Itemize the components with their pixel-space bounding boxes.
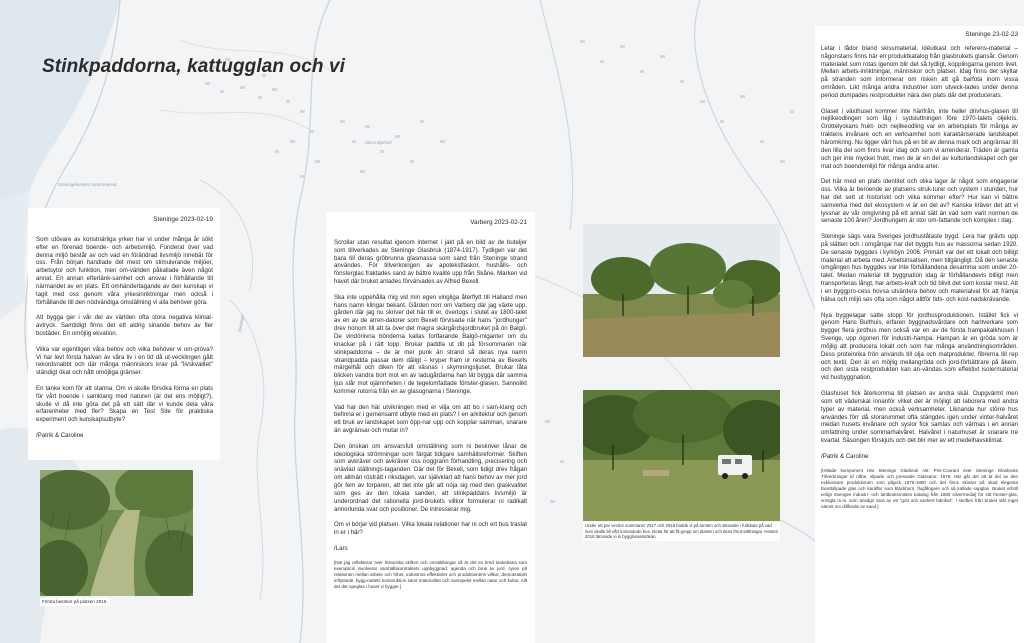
column-3-paragraph: Glashuset fick återkomma till platsen av andra skäl. Oupgvärmt men som ett väderskal innanför vilket det är möjligt att laborera med andra typer av material, men också verksamheter. Liknande hur större hus användes förr då storarummet ofta stängdes igen under vinter-halvåret medan husets invånare och syslor fick samlas och värmas i en annan omfattning under sommarhalvåret. Halvåret i naturhuset är snarare tre kvartal. Säsongen förskjuts och det blir mer av ett medelhavsklimat. <box>821 389 1018 445</box>
column-1 <box>28 208 220 460</box>
photo-first-visit-caption: Första besöket på platsen 2016. <box>42 599 108 604</box>
column-2-paragraph: Vad har den här utvikningen med er vilja om att bo i sam-klang och befinna er i gemensamt utbyte med en plats? I en arkitektur och genom ett bruk av landskapet som öpp-nar upp och kopplar samman, snarare än avgränsar och mutar in? <box>334 403 527 435</box>
column-3-paragraph: Det här med en plats identitet och olika lager är något som engagerar oss. Vilka är beroende av platsens struk-turer och system i stunden, hur har det sett ut historiskt och vilka kommer efter? Hur kan vi bättre samverka med det ekosystem vi är en del av? Kanske kräver det att vi lyssnar av vår omgivning på ett annat sätt än vad som varit normen de senaste 100 åren? Jordhungern är stor om-fattande och komplex i dag. <box>821 178 1018 225</box>
column-3 <box>815 26 1024 643</box>
column-2-date: Varberg 2023-02-21 <box>470 219 527 226</box>
column-1-paragraph: Vilka var egentligen våra behov och vilka behöver vi om-pröva? Vi har levt första halvan av våra liv i en tid då ut-vecklingen gått rekordsnabbt och där många människors krav på "livskvalitet" ständigt ökat och nått omöjliga gränser. <box>36 345 213 377</box>
photo-first-visit <box>40 470 193 596</box>
column-1-date: Steninge 2023-02-19 <box>153 216 213 223</box>
column-2-signature: /Lars <box>334 544 348 552</box>
photo-orchard <box>583 224 780 357</box>
column-1-paragraph: Att bygga ger i vår del av världen ofta stora negativa klimat-avtryck. Samtidigt finns det ett aldrig sinande behov av fler bostäder. En omöjlig ekvation. <box>36 314 213 337</box>
photo-camper <box>583 390 780 521</box>
column-3-paragraph: Letar i lådor bland skissmaterial, idéutkast och referens-material – någonstans finns här en produktkatalog från glasbrukets glansår. Genom materialet som rotas igenom blir det så tydligt, kopplingarna genom livet. Mellan arbets-inriktningar, människor och platser. Idag finns det skyltar på stranden som informerar om risken att gå barfota inom vissa områden. Likt många andra industrier som utveck-lades under denna period dumpades restprodukter nära den plats där det producerats. <box>821 44 1018 99</box>
column-3-paragraph: Nya byggelagar satte stopp för jordhusproduktionen. Istället fick vi genom Hans Bulthuis, erfaren byggnadsvårdare och hantverkare som bygger flera jordhus men också var en av de första hampakalkhusen i Sverige, upp ögonen för industri-hampa. Hampan är en gröda som är möjlig att producera lokalt och som har många användningsområden. Dess proteinrika frön används till olja och matprodukter, fibrerna till rep och textil. Den är en möjlig mellangröda och jord-förbättrare på åkern, och den sista restprodukten kan an-vändas som effektivt isolermaterial vid husbyggnation. <box>821 311 1018 382</box>
column-3-paragraph: Glaset i växthuset kommer inte härifrån, inte heller drivhus-glasen till nejlikeodlingen som låg i sydsluttningen före 1970-talets oljekris. Grottelyckans frukt- och nejlikeodling var en arbetsplats för många av traktens invånare och en verksamhet som karaktäriserade landskapet häromkring. Nu ligger vårt hus på en bit av denna mark och angränsar till den lilla del som finns kvar idag och som vi arrenderar. Träden är gamla och ger inte mycket frukt, men de är en del av kulturlandskapet och ger mat och boendemiljö för många andra arter. <box>821 107 1018 170</box>
column-1-paragraph: En tanke kom för att stanna. Om vi skulle försöka forma en plats för vårt boende i samklang med naturen (är det ens möjligt?), skulle vi då inte göra det på ett sätt där vi kunde dela våra erfarenheter med fler? Skapa en Test Site för praktiska experiment och kunskapsutbyte? <box>36 384 213 424</box>
map-label-reserve: Steningekusten naturreservat <box>58 182 117 187</box>
column-2-paragraph: Om vi börjar vid platsen. Vilka lokala relationer har ni och ert hus traslat in er i här? <box>334 521 527 537</box>
column-3-date: Steninge 23-02-23 <box>965 31 1018 38</box>
photo-camper-caption: Under ett par veckor sommaren 2017 och 2018 bodde vi på tomten och skissade i fullskala på vad som skulle bli vårt kommande hus. Detta för att få grepp om platsen och dess förut-sättningar. Hösten 2018 lämnade vi in bygglovsansökan. <box>583 522 780 541</box>
map-label-steninge: Steninge <box>237 314 246 333</box>
page-title: Stinkpaddorna, kattugglan och vi <box>42 56 346 77</box>
column-3-signature: /Patrik & Caroline <box>821 452 869 460</box>
column-2-paragraph: Ska inte uppehålla mig vid min egen vingliga återflytt till Halland men hans namn klingar bekant. Gården norr om Varberg där jag växte upp, gården där jag nu skriver det här till er, övertogs i slutet av 1800-talet av en av de arren-datorer som Bexell förvisade när hans "jordhunger" drev honom till att ta över det magra skärgårdsjordbruket på ön Balgö. De vindöriivna bönderna kallas fortfarande Balgö-miganter om du knackar på i rätt topp. Brukar paddla ut dit på försommaren när stinkpaddorna – de är mer punk än strand så deras nya namn strandpadda passar dem dåligt – kryper fram ur resterna av Bexells märgelhål och diken för att väsnas i skymningsljuset. Brukar låta blicken vandra bort mot en av ladugårdarna han lät bygga där samma ljus slår mot ojämnheten i de tegelomfattade fönster-glasen. Sannolikt kommer rutorna från en av glasugnarna i Steninge. <box>334 293 527 395</box>
column-2-paragraph: Den önskan om ansvarsfull omställning som ni beskriver lånar de ideologiska strömningar som färgat tidigare samhällsreformer. Skiften som avkräver och avkräver oss noggrann förhandling, precisering och snävlad ställnings-taganden. Där det för Bexell, som tidigt drev frågan om allmän rösträtt i riksdagen, var självklart att hans behov av mer jord gör fem av torparen, att det inte går att nöja sig med den glaskvalitet som ges av den lokala sanden, att stinkpaddans livsmiljö är underordnad det rationella jord-brukets villkor formulerar ni radikalt annorlunda svar och positioner. De intresserar mig. <box>334 442 527 513</box>
column-2-footnote: [När jag reflekterar över historiska skiften och omställningar så är det en bred tankebana som exemplicis involverar samhällskontraktets uppbyggnad, agenda och bruk av jord, syren på relationen mellan arbete och frihet, industrins effektivitet och produktionens villkor, demokratiskt inflytande, bygg-nadets konstruktion samt materialitet och samspelet mellan natur och kultur. Allt det där speglas i huset vi bygger.] <box>334 560 527 590</box>
column-2 <box>326 212 535 643</box>
column-3-paragraph: Steninge sägs vara Sveriges jordhuståtaste bygd. Lera har grävts upp på slätten och i omgångar har det byggts hus av massorna sedan 1920. De senaste byggdes i kyrkbyn 2006. Primärt var det ett lokalt och billigt material att arbeta med. Arbetsinsatsen, men tillgängligt. Då den senaste omgången hus byggdes var inte förhållandena desamma som under 20-talet. Medan material till byggnation idag är förhållandevis billigt men transporteras långt, har arbets-kraft och tid blivit det som kostar mest. Att i en byggpro-cess hovsa utvärdera behov och materialval för att främja hälsa och miljö ses ofta som något alltför tids- och kost-nadskrävande. <box>821 233 1018 303</box>
map-label-stora: Stora Bjärred <box>365 140 392 145</box>
column-1-signature: /Patrik & Caroline <box>36 431 84 439</box>
column-3-footnote: [Hittade komponent Här Steninge Glasbruk AB: Pris-Courant över Steninge Glasbruks Tillverkningar af nåbe, slipade och pressade Glassaror, 1876. Här går det att ta del av den exklusivare produktionen som pågick 1876-1880 och det finns skisser på skad elegenta facettslipade glas och karaffer som bläckhorn, flugfångare och så kallade supglas. Bruket erhöll enligt Sveriges industri- och lantbruksmöites katalog från 1880 silvermedalj för sitt fönster-glas, smögla m.m. som ansågs vara av ett "gott och vackert fabrikat". I skriften från bruket står inget nämnt om dillfonde av sand.] <box>821 468 1018 510</box>
column-2-paragraph: Scrollar utan resultat igenom internet i jakt på en bild av de buteljer som tillverkades av Steninge Glasbruk (1874-1917). Tydligen var det bara till deras gröbrunna glasmassa som sand från Steninge strand användes. För tillverkningen av apoteksflaskor, hushålls- och fönsterglas fraktades sand av bättre kvalité upp från Skåne. Marken vid havet där bruket anlades förvärvades av Alfred Bexell. <box>334 238 527 286</box>
column-1-paragraph: Som utövare av konstnärliga yrken har vi under många år sökt efter en förenad boende- och arbetsmiljö. Funderat över vad denna miljö består av och vad en förändrad livsmiljö innebär för oss. Från början handlade det mest om stimulerande miljöer, arbetsytor och funktion, men om-världen påkallade även något annat. En annan eftertänk-samhet och ansvar i förhållande till närmandet av en plats. Ett omhändertagande av den kunskap vi tagit med oss genom våra yrkesinriktningar men också i förhållande till den nödvändiga omställning vi alla behöver göra. <box>36 235 213 306</box>
